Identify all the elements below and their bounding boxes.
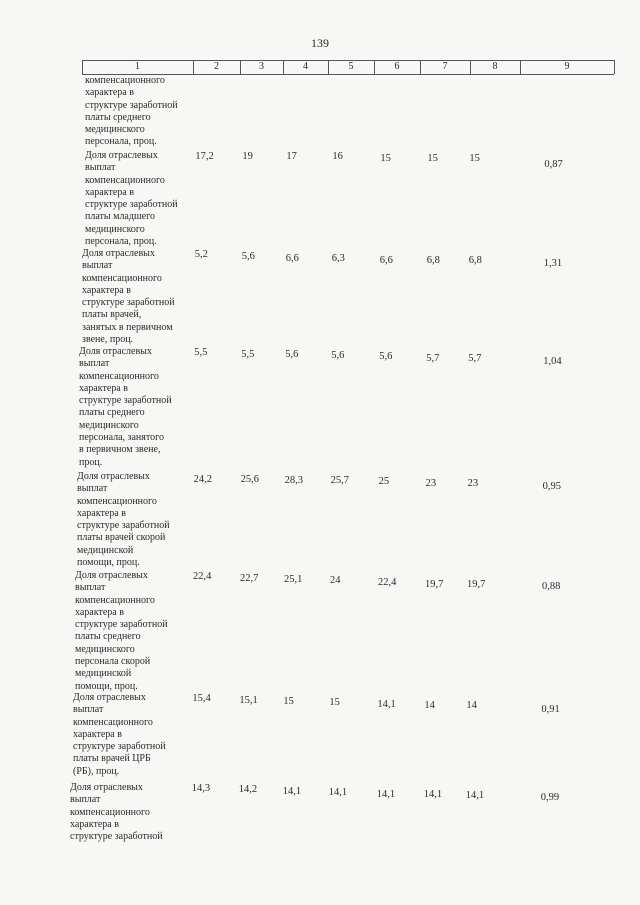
table-cell-col-7: 23 — [425, 478, 437, 489]
table-cell-col-9: 0,95 — [542, 481, 561, 492]
header-cell-7: 7 — [442, 61, 448, 72]
table-cell-col-9: 1,04 — [543, 356, 562, 367]
table-cell-col-6: 25 — [378, 476, 390, 487]
table-cell-col-3: 22,7 — [240, 573, 259, 584]
table-cell-col-8: 15 — [469, 153, 480, 164]
table-cell-col-5: 5,6 — [331, 350, 345, 361]
table-cell-col-4: 5,6 — [285, 349, 299, 360]
header-cell-4: 4 — [303, 61, 308, 72]
table-cell-col-8: 19,7 — [467, 579, 486, 590]
row-label: Доля отраслевых выплат компенсационного характера в структуре заработной платы среднего медицинского персонала, занятого в первичном звене, проц. — [79, 346, 172, 468]
table-cell-col-6: 15 — [380, 153, 391, 164]
table-cell-col-4: 6,6 — [285, 253, 299, 264]
header-divider — [614, 60, 615, 74]
table-cell-col-7: 5,7 — [426, 353, 440, 364]
table-cell-col-8: 23 — [467, 478, 479, 489]
header-cell-2: 2 — [214, 61, 219, 72]
table-cell-col-6: 6,6 — [379, 255, 393, 266]
table-cell-col-8: 6,8 — [468, 255, 482, 266]
row-label: Доля отраслевых выплат компенсационного характера в структуре заработной платы врачей ЦРБ (РБ), проц. — [73, 692, 166, 777]
table-cell-col-2: 24,2 — [193, 474, 212, 485]
table-cell-col-2: 5,5 — [194, 347, 208, 358]
table-cell-col-5: 14,1 — [328, 787, 348, 798]
table-cell-col-5: 24 — [330, 575, 341, 586]
table-cell-col-7: 15 — [427, 153, 438, 164]
table-cell-col-9: 1,31 — [543, 258, 563, 269]
table-cell-col-4: 28,3 — [284, 475, 303, 486]
table-cell-col-7: 14 — [424, 700, 435, 711]
table-cell-col-6: 22,4 — [378, 577, 397, 588]
row-label: Доля отраслевых выплат компенсационного характера в структуре заработной платы врачей, занятых в первичном звене, проц. — [82, 248, 175, 346]
table-cell-col-4: 25,1 — [284, 574, 303, 585]
table-cell-col-7: 14,1 — [423, 789, 443, 800]
table-cell-col-8: 5,7 — [468, 353, 482, 364]
table-cell-col-4: 17 — [286, 151, 297, 162]
table-cell-col-3: 14,2 — [238, 784, 258, 795]
table-cell-col-2: 22,4 — [193, 571, 212, 582]
table-cell-col-5: 15 — [329, 697, 340, 708]
table-cell-col-8: 14,1 — [465, 790, 485, 801]
table-cell-col-9: 0,88 — [542, 581, 561, 592]
header-cell-3: 3 — [259, 61, 264, 72]
table-cell-col-9: 0,87 — [544, 159, 563, 170]
table-cell-col-4: 15 — [283, 696, 294, 707]
header-cell-1: 1 — [135, 61, 140, 72]
table-cell-col-2: 17,2 — [195, 151, 214, 162]
table-cell-col-3: 15,1 — [239, 695, 258, 706]
table-cell-col-3: 25,6 — [240, 474, 259, 485]
table-cell-col-9: 0,91 — [541, 704, 560, 715]
table-cell-col-6: 5,6 — [379, 351, 393, 362]
table-cell-col-2: 14,3 — [191, 783, 211, 794]
table-cell-col-7: 19,7 — [425, 579, 444, 590]
table-cell-col-8: 14 — [466, 700, 477, 711]
table-cell-col-5: 25,7 — [330, 475, 349, 486]
header-cell-6: 6 — [394, 61, 400, 72]
row-label: Доля отраслевых выплат компенсационного характера в структуре заработной платы среднего медицинского персонала скорой медицинской помощи, проц. — [75, 570, 168, 692]
header-cell-8: 8 — [492, 61, 498, 72]
row-label: Доля отраслевых выплат компенсационного характера в структуре заработной — [70, 782, 163, 843]
table-cell-col-5: 6,3 — [331, 253, 345, 264]
table-cell-col-7: 6,8 — [426, 255, 440, 266]
page-number: 139 — [311, 36, 329, 50]
table-cell-col-2: 5,2 — [194, 249, 208, 260]
table-cell-col-3: 5,5 — [241, 349, 255, 360]
row-label: Доля отраслевых выплат компенсационного характера в структуре заработной платы младшего медицинского персонала, проц. — [85, 150, 178, 248]
header-cell-5: 5 — [348, 61, 354, 72]
table-cell-col-3: 19 — [242, 151, 253, 162]
table-cell-col-4: 14,1 — [282, 786, 302, 797]
header-cell-9: 9 — [564, 61, 570, 72]
table-cell-col-6: 14,1 — [377, 699, 396, 710]
table-cell-col-3: 5,6 — [241, 251, 255, 262]
row-label: компенсационного характера в структуре заработной платы среднего медицинского персонала, проц. — [85, 75, 178, 148]
row-label: Доля отраслевых выплат компенсационного характера в структуре заработной платы врачей скорой медицинской помощи, проц. — [77, 471, 170, 569]
table-cell-col-2: 15,4 — [192, 693, 211, 704]
table-cell-col-6: 14,1 — [376, 789, 396, 800]
table-cell-col-9: 0,99 — [540, 792, 560, 803]
table-cell-col-5: 16 — [332, 151, 343, 162]
